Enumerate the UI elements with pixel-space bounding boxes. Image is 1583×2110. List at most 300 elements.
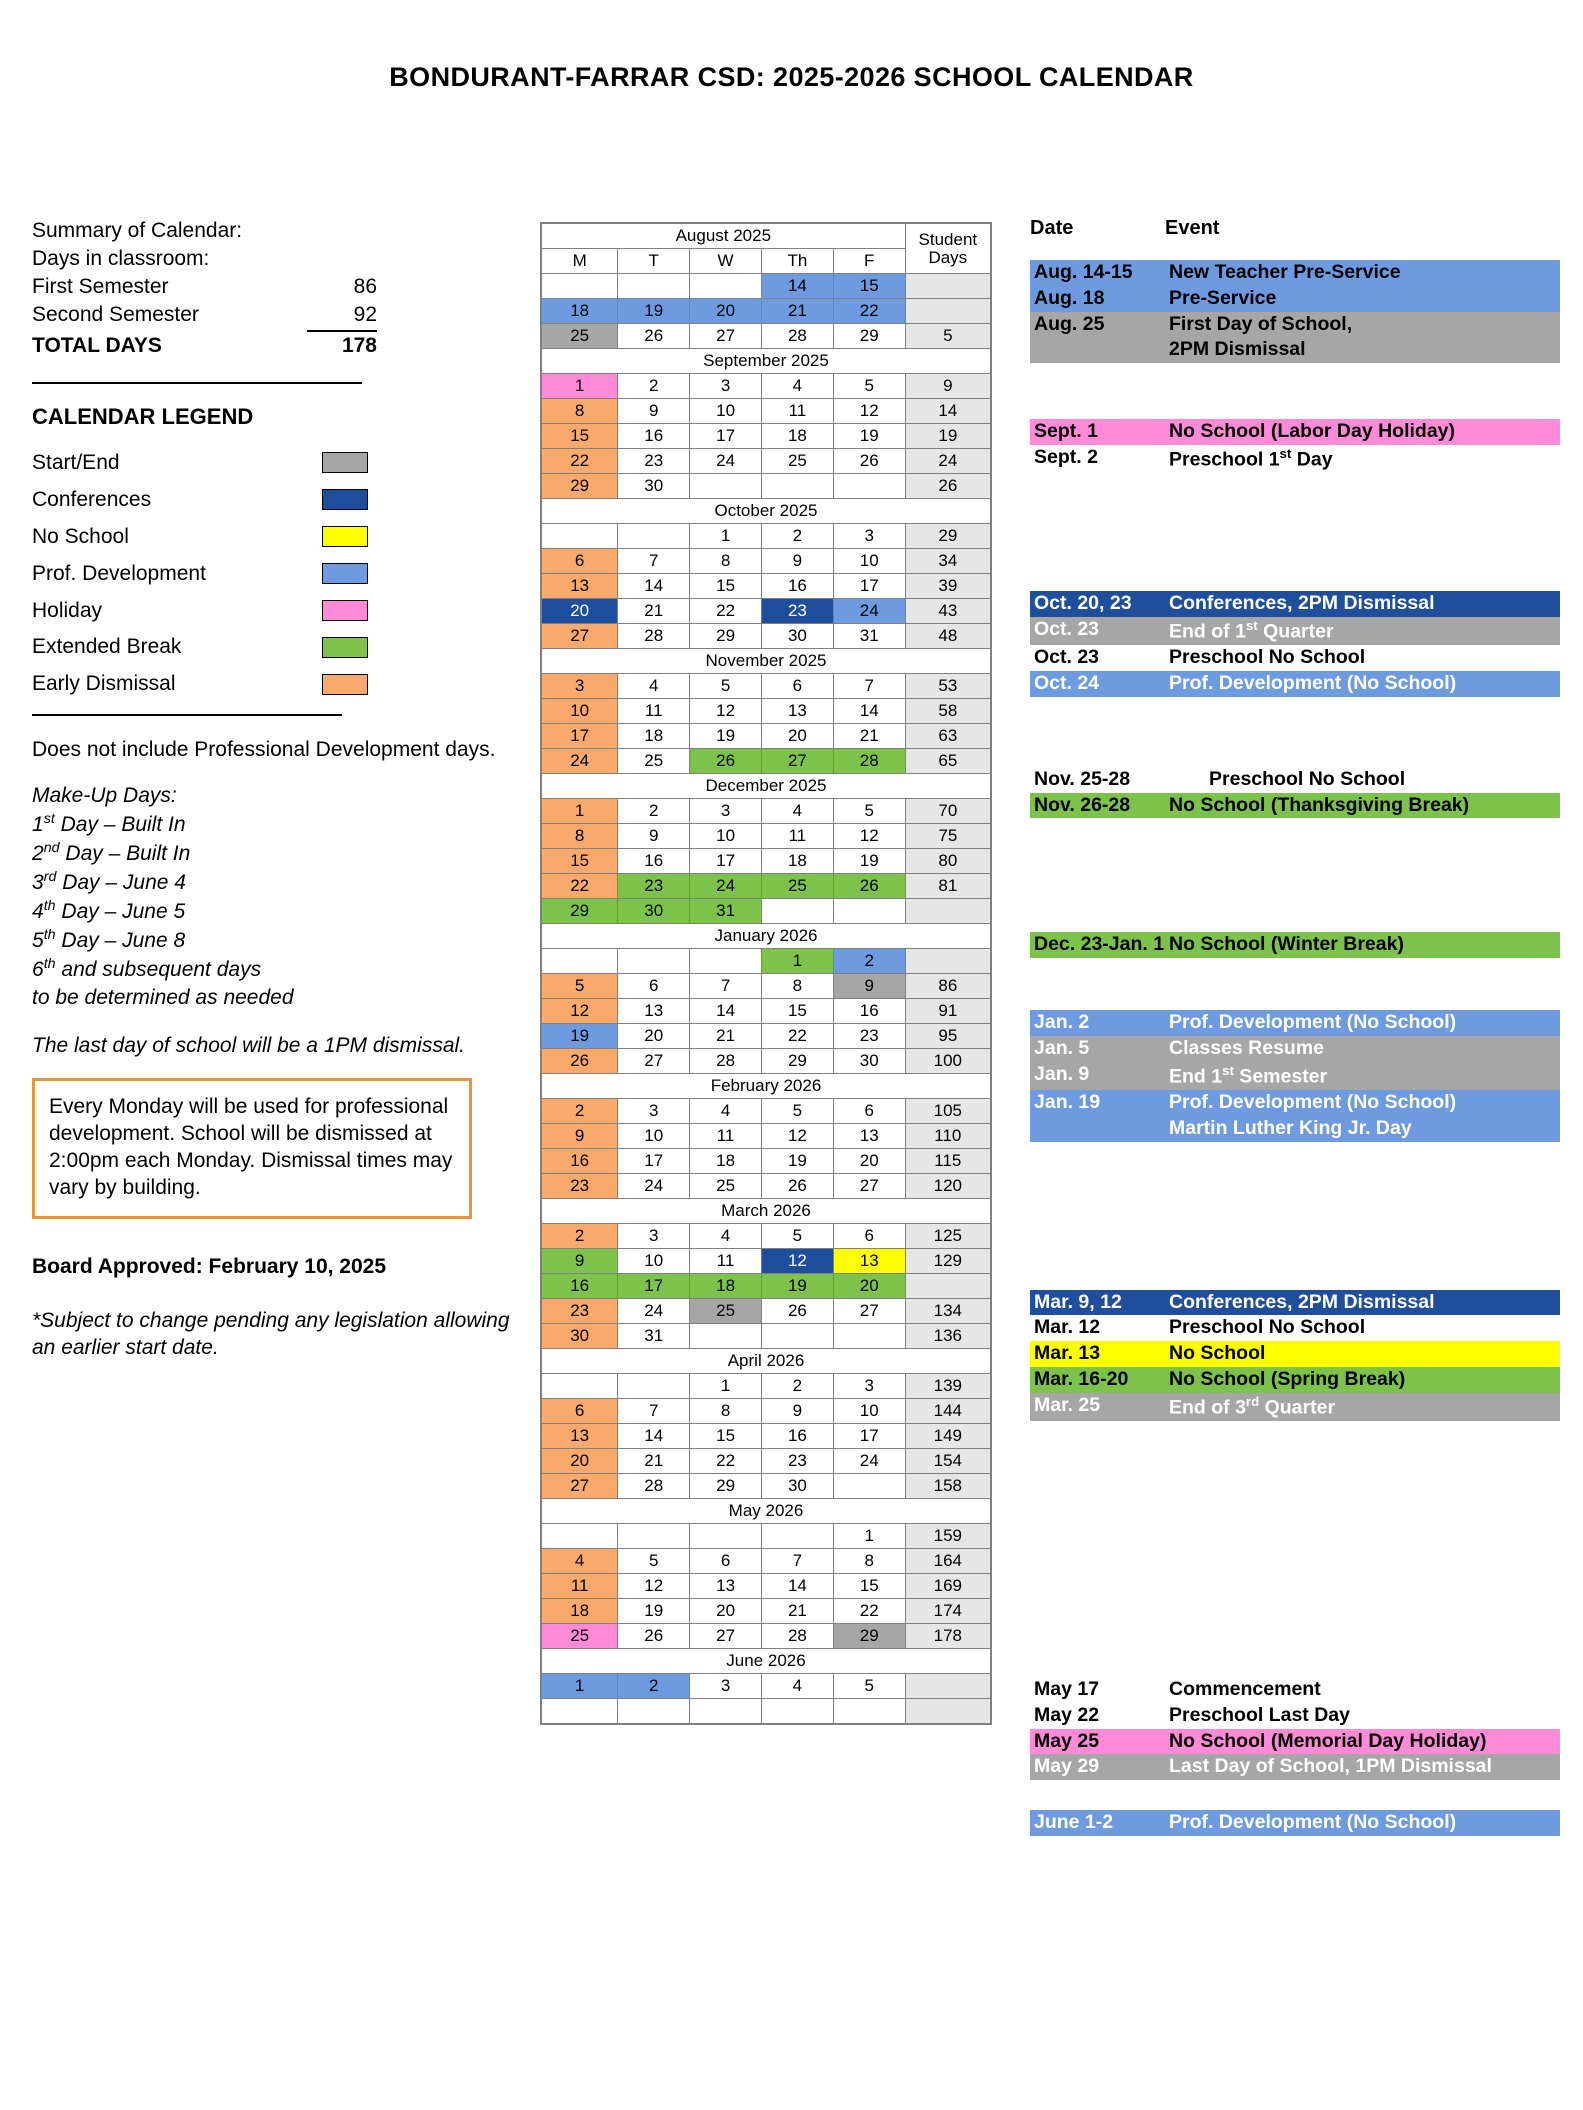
day-cell[interactable]: 26 (761, 1299, 833, 1324)
day-cell[interactable] (542, 1374, 618, 1399)
day-cell[interactable]: 20 (542, 599, 618, 624)
event-row (1030, 286, 1560, 312)
day-cell[interactable]: 15 (690, 574, 762, 599)
subject-to-change-note: *Subject to change pending any legislation allowing an earlier start date. (32, 1308, 510, 1359)
student-day-count: 81 (905, 874, 990, 899)
day-cell[interactable]: 12 (761, 1249, 833, 1274)
day-cell[interactable]: 4 (690, 1099, 762, 1124)
day-cell[interactable]: 16 (618, 849, 690, 874)
day-cell[interactable]: 28 (761, 324, 833, 349)
day-cell[interactable]: 13 (542, 574, 618, 599)
day-cell[interactable]: 1 (761, 949, 833, 974)
summary-heading: Summary of Calendar: (32, 219, 243, 242)
day-cell[interactable]: 11 (690, 1249, 762, 1274)
day-cell[interactable]: 28 (618, 624, 690, 649)
day-cell[interactable]: 18 (542, 299, 618, 324)
day-cell[interactable]: 13 (833, 1124, 905, 1149)
day-cell[interactable]: 10 (690, 399, 762, 424)
day-cell[interactable] (618, 524, 690, 549)
day-cell[interactable]: 17 (618, 1274, 690, 1299)
day-cell[interactable]: 11 (761, 824, 833, 849)
day-cell[interactable]: 27 (833, 1174, 905, 1199)
day-cell[interactable]: 14 (761, 1574, 833, 1599)
day-cell[interactable]: 27 (761, 749, 833, 774)
day-cell[interactable]: 19 (690, 724, 762, 749)
legend-label: Conferences (32, 487, 152, 511)
event-description: Conferences, 2PM Dismissal (1169, 592, 1435, 615)
day-cell[interactable]: 21 (690, 1024, 762, 1049)
event-date (1034, 338, 1169, 362)
day-cell[interactable]: 2 (761, 524, 833, 549)
day-cell[interactable]: 2 (833, 949, 905, 974)
month-name: March 2026 (542, 1199, 991, 1224)
legend-label: Early Dismissal (32, 672, 176, 696)
day-cell[interactable]: 29 (833, 1624, 905, 1649)
day-cell[interactable]: 19 (542, 1024, 618, 1049)
day-cell[interactable]: 29 (542, 474, 618, 499)
student-day-count: 70 (905, 799, 990, 824)
event-description: Preschool No School (1169, 1316, 1366, 1339)
day-cell[interactable]: 17 (833, 574, 905, 599)
day-cell[interactable]: 18 (618, 724, 690, 749)
day-cell[interactable]: 22 (542, 449, 618, 474)
student-day-count: 139 (905, 1374, 990, 1399)
day-cell[interactable]: 1 (542, 799, 618, 824)
day-cell[interactable]: 4 (690, 1224, 762, 1249)
day-cell[interactable]: 3 (690, 1674, 762, 1699)
day-cell[interactable]: 14 (618, 1424, 690, 1449)
day-cell[interactable]: 3 (542, 674, 618, 699)
day-cell[interactable]: 6 (618, 974, 690, 999)
day-cell[interactable]: 14 (833, 699, 905, 724)
legend-swatch-icon (322, 563, 368, 584)
day-cell[interactable]: 20 (833, 1149, 905, 1174)
event-date: Mar. 16-20 (1034, 1367, 1129, 1390)
day-cell[interactable]: 26 (833, 449, 905, 474)
day-cell[interactable]: 30 (761, 1474, 833, 1499)
day-cell[interactable]: 5 (690, 674, 762, 699)
event-description: Preschool Last Day (1169, 1703, 1350, 1726)
day-cell[interactable]: 25 (542, 1624, 618, 1649)
day-cell[interactable]: 10 (833, 549, 905, 574)
event-row (1030, 1367, 1560, 1393)
day-cell[interactable]: 14 (618, 574, 690, 599)
day-cell[interactable]: 22 (690, 599, 762, 624)
day-cell[interactable]: 10 (618, 1124, 690, 1149)
student-day-count (905, 1274, 990, 1299)
day-cell[interactable]: 2 (618, 374, 690, 399)
day-cell[interactable]: 21 (618, 599, 690, 624)
day-cell[interactable]: 23 (542, 1174, 618, 1199)
day-cell[interactable]: 1 (542, 1674, 618, 1699)
divider (32, 382, 362, 384)
day-cell[interactable]: 21 (833, 724, 905, 749)
day-cell[interactable]: 20 (690, 1599, 762, 1624)
day-cell[interactable]: 8 (690, 549, 762, 574)
day-cell[interactable]: 17 (690, 424, 762, 449)
day-cell[interactable]: 7 (618, 1399, 690, 1424)
day-cell[interactable]: 23 (761, 599, 833, 624)
day-cell[interactable]: 6 (542, 549, 618, 574)
day-cell[interactable]: 30 (761, 624, 833, 649)
events-spacer (1030, 818, 1560, 932)
day-cell[interactable]: 29 (542, 899, 618, 924)
day-cell[interactable]: 14 (690, 999, 762, 1024)
day-cell[interactable]: 29 (690, 624, 762, 649)
day-cell[interactable] (618, 1699, 690, 1724)
day-cell[interactable]: 24 (542, 749, 618, 774)
week-row (542, 1149, 991, 1174)
day-cell[interactable]: 15 (542, 849, 618, 874)
month-header-row (542, 1199, 991, 1224)
day-cell[interactable]: 10 (618, 1249, 690, 1274)
day-cell[interactable]: 29 (690, 1474, 762, 1499)
day-cell[interactable]: 18 (690, 1274, 762, 1299)
day-cell[interactable] (690, 1699, 762, 1724)
day-cell[interactable]: 30 (542, 1324, 618, 1349)
day-cell[interactable]: 4 (542, 1549, 618, 1574)
student-day-count: 105 (905, 1099, 990, 1124)
day-cell[interactable] (761, 899, 833, 924)
day-cell[interactable]: 19 (761, 1149, 833, 1174)
day-cell[interactable] (618, 1524, 690, 1549)
day-cell[interactable]: 18 (690, 1149, 762, 1174)
event-description: No School (Spring Break) (1169, 1367, 1406, 1390)
day-cell[interactable]: 31 (833, 624, 905, 649)
day-cell[interactable]: 23 (542, 1299, 618, 1324)
day-cell[interactable]: 28 (618, 1474, 690, 1499)
day-cell[interactable]: 18 (761, 849, 833, 874)
day-cell[interactable]: 21 (618, 1449, 690, 1474)
day-cell[interactable] (690, 949, 762, 974)
student-day-count: 125 (905, 1224, 990, 1249)
day-cell[interactable]: 1 (833, 1524, 905, 1549)
day-cell[interactable]: 29 (833, 324, 905, 349)
day-cell[interactable]: 22 (690, 1449, 762, 1474)
day-cell[interactable]: 31 (690, 899, 762, 924)
day-cell[interactable]: 23 (618, 874, 690, 899)
day-cell[interactable]: 16 (542, 1149, 618, 1174)
student-day-count: 5 (905, 324, 990, 349)
day-cell[interactable]: 1 (542, 374, 618, 399)
day-cell[interactable]: 9 (542, 1249, 618, 1274)
day-cell[interactable] (542, 1699, 618, 1724)
day-cell[interactable]: 31 (618, 1324, 690, 1349)
day-cell[interactable]: 7 (690, 974, 762, 999)
day-cell[interactable] (618, 949, 690, 974)
day-cell[interactable]: 19 (833, 424, 905, 449)
day-cell[interactable]: 24 (690, 449, 762, 474)
day-cell[interactable]: 5 (761, 1099, 833, 1124)
day-cell[interactable]: 12 (690, 699, 762, 724)
day-cell[interactable]: 25 (618, 749, 690, 774)
day-cell[interactable] (542, 274, 618, 299)
summary-label: First Semester (32, 274, 169, 298)
day-cell[interactable]: 27 (542, 1474, 618, 1499)
day-cell[interactable]: 8 (833, 1549, 905, 1574)
event-row (1030, 1062, 1560, 1090)
day-cell[interactable]: 6 (761, 674, 833, 699)
day-cell[interactable]: 2 (542, 1224, 618, 1249)
day-cell[interactable]: 22 (761, 1024, 833, 1049)
day-cell[interactable]: 16 (833, 999, 905, 1024)
day-cell[interactable]: 22 (542, 874, 618, 899)
day-cell[interactable]: 19 (618, 299, 690, 324)
event-date: Jan. 5 (1034, 1036, 1090, 1059)
day-cell[interactable] (542, 524, 618, 549)
day-cell[interactable]: 15 (690, 1424, 762, 1449)
week-row (542, 1599, 991, 1624)
day-cell[interactable]: 4 (761, 1674, 833, 1699)
day-cell[interactable]: 13 (618, 999, 690, 1024)
day-cell[interactable]: 30 (618, 474, 690, 499)
day-cell[interactable]: 23 (833, 1024, 905, 1049)
week-row (542, 299, 991, 324)
day-cell[interactable]: 18 (542, 1599, 618, 1624)
day-cell[interactable]: 24 (618, 1299, 690, 1324)
day-cell[interactable] (542, 1524, 618, 1549)
day-cell[interactable] (690, 1524, 762, 1549)
day-cell[interactable]: 24 (618, 1174, 690, 1199)
week-row (542, 799, 991, 824)
day-cell[interactable]: 27 (690, 324, 762, 349)
day-cell[interactable]: 8 (542, 824, 618, 849)
events-spacer (1030, 958, 1560, 1010)
day-cell[interactable]: 5 (833, 374, 905, 399)
day-cell[interactable]: 26 (618, 1624, 690, 1649)
day-cell[interactable] (542, 949, 618, 974)
month-header-row (542, 224, 991, 249)
day-cell[interactable]: 25 (690, 1299, 762, 1324)
day-cell[interactable] (833, 1474, 905, 1499)
day-cell[interactable] (690, 474, 762, 499)
day-cell[interactable]: 4 (618, 674, 690, 699)
day-cell[interactable]: 11 (690, 1124, 762, 1149)
day-cell[interactable]: 27 (690, 1624, 762, 1649)
day-cell[interactable]: 10 (542, 699, 618, 724)
event-row (1030, 337, 1560, 363)
day-cell[interactable]: 25 (761, 874, 833, 899)
month-header-row (542, 499, 991, 524)
day-cell[interactable]: 6 (690, 1549, 762, 1574)
student-day-count: 34 (905, 549, 990, 574)
day-cell[interactable]: 5 (618, 1549, 690, 1574)
event-description: End of 1st Quarter (1169, 617, 1334, 643)
day-cell[interactable]: 20 (618, 1024, 690, 1049)
day-cell[interactable]: 26 (542, 1049, 618, 1074)
day-cell[interactable]: 26 (618, 324, 690, 349)
day-cell[interactable]: 28 (690, 1049, 762, 1074)
day-cell[interactable]: 16 (618, 424, 690, 449)
day-cell[interactable]: 15 (833, 1574, 905, 1599)
day-cell[interactable]: 23 (761, 1449, 833, 1474)
day-cell[interactable]: 22 (833, 299, 905, 324)
day-cell[interactable] (833, 899, 905, 924)
day-cell[interactable]: 15 (542, 424, 618, 449)
event-description: Prof. Development (No School) (1169, 1011, 1457, 1034)
event-date: Dec. 23-Jan. 1 (1034, 933, 1165, 956)
day-cell[interactable]: 3 (690, 799, 762, 824)
day-cell[interactable]: 3 (833, 524, 905, 549)
day-cell[interactable] (761, 1324, 833, 1349)
day-cell[interactable]: 16 (761, 1424, 833, 1449)
event-row (1030, 671, 1560, 697)
student-day-count: 86 (905, 974, 990, 999)
day-cell[interactable]: 12 (761, 1124, 833, 1149)
student-day-count (905, 899, 990, 924)
day-cell[interactable]: 17 (618, 1149, 690, 1174)
day-cell[interactable]: 10 (833, 1399, 905, 1424)
day-cell[interactable]: 7 (761, 1549, 833, 1574)
week-row (542, 874, 991, 899)
day-cell[interactable] (833, 474, 905, 499)
day-cell[interactable]: 18 (761, 424, 833, 449)
day-cell[interactable]: 21 (761, 1599, 833, 1624)
day-cell[interactable] (761, 1524, 833, 1549)
day-cell[interactable]: 28 (833, 749, 905, 774)
day-cell[interactable]: 26 (690, 749, 762, 774)
day-cell[interactable] (833, 1699, 905, 1724)
day-cell[interactable]: 27 (833, 1299, 905, 1324)
day-cell[interactable]: 9 (761, 549, 833, 574)
day-cell[interactable]: 21 (761, 299, 833, 324)
day-cell[interactable]: 19 (761, 1274, 833, 1299)
day-cell[interactable]: 13 (542, 1424, 618, 1449)
events-spacer (1030, 697, 1560, 767)
legend-label: Extended Break (32, 635, 182, 659)
day-cell[interactable]: 6 (833, 1099, 905, 1124)
day-cell[interactable]: 28 (761, 1624, 833, 1649)
summary-label: Second Semester (32, 302, 199, 326)
day-cell[interactable]: 27 (542, 624, 618, 649)
day-cell[interactable]: 5 (833, 799, 905, 824)
day-cell[interactable]: 12 (618, 1574, 690, 1599)
day-cell[interactable]: 14 (761, 274, 833, 299)
day-cell[interactable]: 30 (618, 899, 690, 924)
day-cell[interactable]: 12 (833, 824, 905, 849)
day-cell[interactable]: 23 (618, 449, 690, 474)
day-cell[interactable]: 12 (542, 999, 618, 1024)
day-cell[interactable]: 20 (690, 299, 762, 324)
day-cell[interactable]: 5 (833, 1674, 905, 1699)
day-cell[interactable] (833, 1324, 905, 1349)
day-cell[interactable]: 11 (761, 399, 833, 424)
day-cell[interactable]: 11 (542, 1574, 618, 1599)
day-cell[interactable]: 25 (761, 449, 833, 474)
day-cell[interactable]: 20 (833, 1274, 905, 1299)
day-cell[interactable]: 12 (833, 399, 905, 424)
day-cell[interactable]: 26 (833, 874, 905, 899)
day-cell[interactable]: 13 (833, 1249, 905, 1274)
day-cell[interactable]: 6 (833, 1224, 905, 1249)
day-cell[interactable]: 17 (833, 1424, 905, 1449)
day-cell[interactable]: 24 (833, 1449, 905, 1474)
day-cell[interactable]: 24 (690, 874, 762, 899)
student-days-header: Student Days (905, 224, 990, 274)
student-day-count (905, 299, 990, 324)
day-cell[interactable]: 3 (618, 1099, 690, 1124)
day-cell[interactable]: 8 (542, 399, 618, 424)
day-cell[interactable]: 16 (542, 1274, 618, 1299)
makeup-day-5: 5th Day – June 8 (32, 926, 186, 952)
day-cell[interactable]: 20 (542, 1449, 618, 1474)
day-cell[interactable]: 2 (618, 799, 690, 824)
day-cell[interactable]: 1 (690, 1374, 762, 1399)
day-cell[interactable]: 19 (833, 849, 905, 874)
day-cell[interactable]: 9 (761, 1399, 833, 1424)
day-cell[interactable]: 5 (761, 1224, 833, 1249)
calendar-table (541, 223, 991, 1724)
day-cell[interactable]: 30 (833, 1049, 905, 1074)
day-cell[interactable]: 17 (542, 724, 618, 749)
week-row (542, 949, 991, 974)
day-cell[interactable] (761, 1699, 833, 1724)
day-cell[interactable]: 3 (833, 1374, 905, 1399)
day-cell[interactable]: 15 (761, 999, 833, 1024)
event-row (1030, 1090, 1560, 1116)
day-cell[interactable]: 20 (761, 724, 833, 749)
week-row (542, 574, 991, 599)
day-cell[interactable] (690, 1324, 762, 1349)
day-cell[interactable]: 13 (761, 699, 833, 724)
day-cell[interactable]: 4 (761, 799, 833, 824)
week-row (542, 474, 991, 499)
day-cell[interactable]: 4 (761, 374, 833, 399)
makeup-days-title: Make-Up Days: (32, 784, 177, 808)
day-cell[interactable] (761, 474, 833, 499)
day-cell[interactable]: 8 (690, 1399, 762, 1424)
day-cell[interactable]: 6 (542, 1399, 618, 1424)
day-cell[interactable] (618, 274, 690, 299)
day-cell[interactable]: 9 (833, 974, 905, 999)
event-description: No School (Memorial Day Holiday) (1169, 1729, 1487, 1752)
day-cell[interactable]: 7 (618, 549, 690, 574)
day-cell[interactable] (618, 1374, 690, 1399)
day-cell[interactable]: 7 (833, 674, 905, 699)
day-cell[interactable]: 25 (690, 1174, 762, 1199)
day-cell[interactable]: 8 (761, 974, 833, 999)
day-cell[interactable]: 2 (542, 1099, 618, 1124)
day-cell[interactable]: 3 (690, 374, 762, 399)
event-row (1030, 1036, 1560, 1062)
day-cell[interactable]: 13 (690, 1574, 762, 1599)
day-cell[interactable]: 22 (833, 1599, 905, 1624)
day-cell[interactable]: 16 (761, 574, 833, 599)
day-cell[interactable]: 2 (761, 1374, 833, 1399)
day-cell[interactable]: 3 (618, 1224, 690, 1249)
day-cell[interactable]: 9 (618, 824, 690, 849)
day-cell[interactable]: 9 (618, 399, 690, 424)
day-cell[interactable]: 25 (542, 324, 618, 349)
day-cell[interactable]: 5 (542, 974, 618, 999)
day-cell[interactable]: 29 (761, 1049, 833, 1074)
day-cell[interactable]: 27 (618, 1049, 690, 1074)
day-cell[interactable]: 1 (690, 524, 762, 549)
month-name: December 2025 (542, 774, 991, 799)
event-description: Prof. Development (No School) (1169, 1091, 1457, 1113)
day-cell[interactable]: 10 (690, 824, 762, 849)
day-cell[interactable]: 24 (833, 599, 905, 624)
day-cell[interactable]: 15 (833, 274, 905, 299)
day-cell[interactable] (690, 274, 762, 299)
day-cell[interactable]: 17 (690, 849, 762, 874)
day-cell[interactable]: 2 (618, 1674, 690, 1699)
day-cell[interactable]: 11 (618, 699, 690, 724)
day-cell[interactable]: 19 (618, 1599, 690, 1624)
day-cell[interactable]: 26 (761, 1174, 833, 1199)
event-description: Preschool No School (1209, 767, 1406, 790)
day-cell[interactable]: 9 (542, 1124, 618, 1149)
